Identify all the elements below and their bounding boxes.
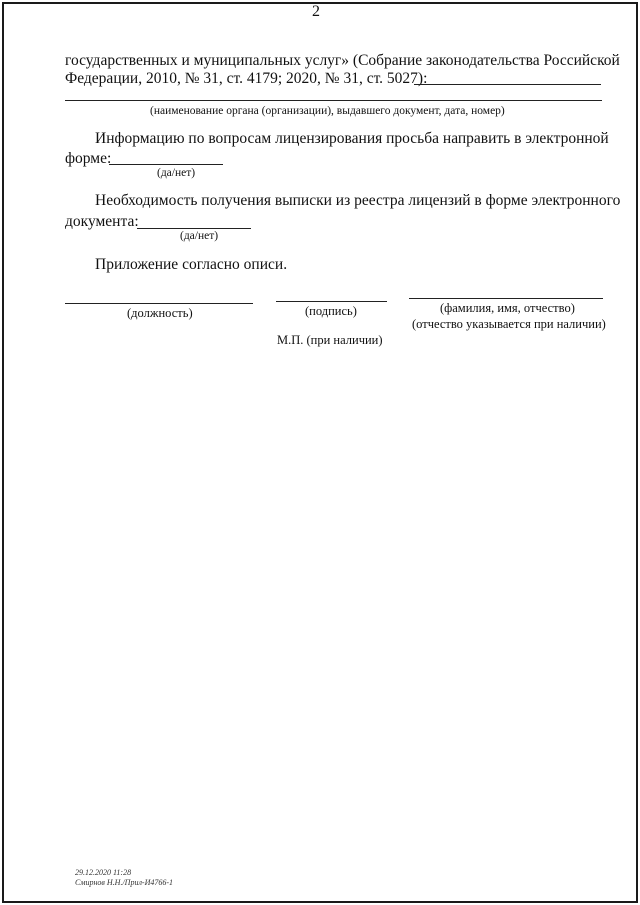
footer-datetime: 29.12.2020 11:28 [75, 868, 132, 877]
organ-blank-2 [65, 100, 602, 101]
page-number: 2 [312, 3, 320, 20]
info-request-blank [109, 164, 223, 165]
signature-blank [276, 301, 387, 302]
signature-caption: (подпись) [305, 304, 357, 318]
name-note: (отчество указывается при наличии) [412, 317, 606, 331]
intro-line-1: государственных и муниципальных услуг» (Собрание законодательства Российской [65, 52, 620, 69]
footer-file: Смирнов Н.Н./Прил-И4766-1 [75, 878, 174, 887]
info-request-line-1: Информацию по вопросам лицензирования просьба направить в электронной [95, 130, 609, 147]
extract-request-line-2: документа: [65, 213, 139, 230]
position-blank [65, 303, 253, 304]
attachment-note: Приложение согласно описи. [95, 256, 288, 273]
stamp-label: М.П. (при наличии) [277, 333, 383, 347]
extract-request-blank [137, 228, 251, 229]
info-request-line-2: форме: [65, 150, 112, 167]
name-blank [409, 298, 603, 299]
organ-caption: (наименование органа (организации), выдавшего документ, дата, номер) [150, 105, 505, 117]
info-request-caption: (да/нет) [157, 167, 196, 179]
position-caption: (должность) [127, 306, 193, 320]
intro-line-2: Федерации, 2010, № 31, ст. 4179; 2020, № 31, ст. 5027): [65, 70, 428, 87]
name-caption: (фамилия, имя, отчество) [440, 301, 575, 315]
organ-blank-1 [414, 84, 601, 85]
extract-request-caption: (да/нет) [180, 230, 219, 242]
extract-request-line-1: Необходимость получения выписки из реестра лицензий в форме электронного [95, 192, 621, 209]
